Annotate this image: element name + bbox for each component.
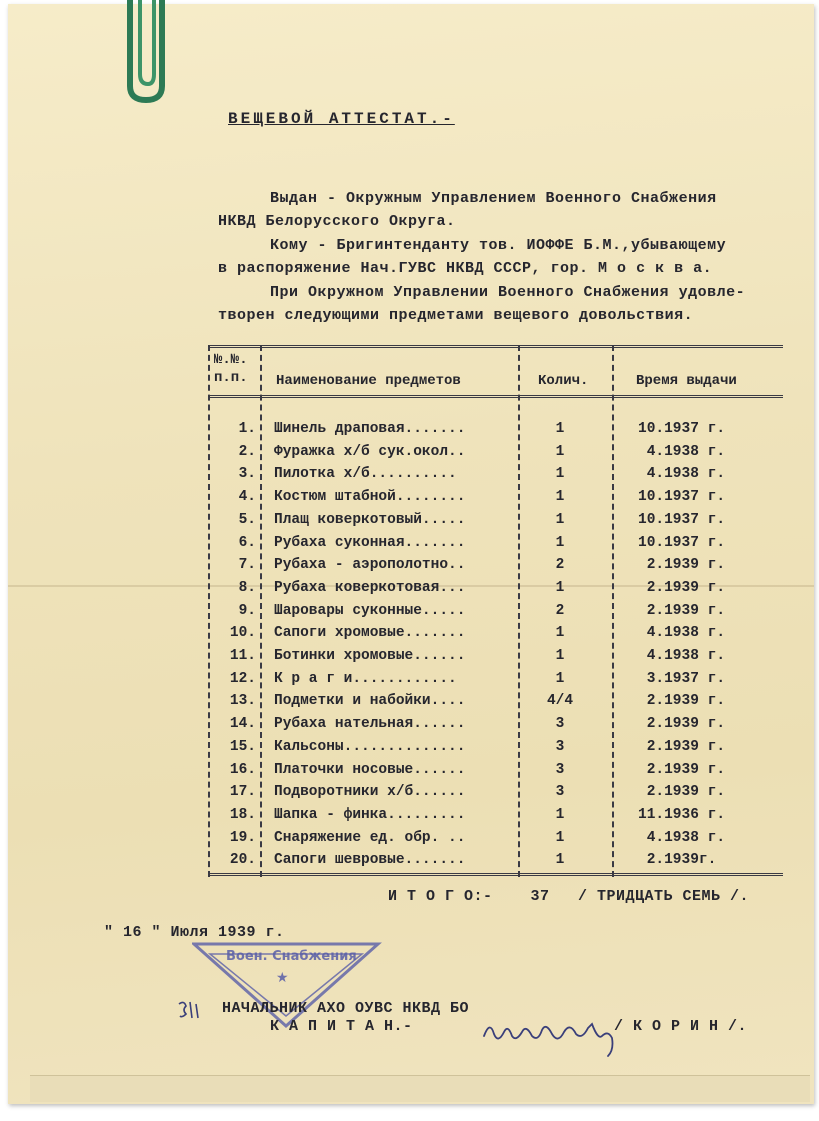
row-item-name: Шаровары суконные.....	[274, 602, 466, 619]
row-quantity: 1	[555, 534, 565, 551]
row-item-name: Подметки и набойки....	[274, 693, 466, 710]
row-item-name: Ботинки хромовые......	[274, 648, 466, 664]
row-quantity: 1	[555, 852, 565, 869]
row-number: 15.	[229, 738, 256, 755]
row-item-name: К р а г и............	[274, 670, 457, 687]
intro-line-4: в распоряжение Нач.ГУВС НКВД СССР, гор. М о с к в а.	[218, 260, 713, 277]
table-row	[208, 671, 783, 693]
row-issue-date: 2.1939 г.	[638, 579, 726, 596]
intro-line-5: При Окружном Управлении Военного Снабжения удовле-	[270, 284, 746, 301]
header-date: Время выдачи	[636, 373, 737, 389]
row-number: 1.	[238, 421, 256, 437]
row-item-name: Рубаха суконная.......	[274, 534, 466, 551]
row-number: 10.	[229, 625, 256, 642]
row-issue-date: 10.1937 г.	[638, 511, 726, 528]
row-item-name: Рубаха нательная......	[274, 716, 466, 733]
table-row	[208, 852, 783, 874]
row-issue-date: 2.1939 г.	[638, 784, 726, 801]
row-quantity: 1	[555, 829, 565, 846]
row-item-name: Плащ коверкотовый.....	[274, 511, 466, 528]
intro-line-3: Кому - Бригинтенданту тов. ИОФФЕ Б.М.,убывающему	[270, 237, 727, 254]
total-line: И Т О Г О:- 37 / ТРИДЦАТЬ СЕМЬ /.	[388, 888, 750, 905]
row-quantity: 2	[555, 557, 565, 574]
row-quantity: 1	[555, 489, 565, 506]
table-row	[208, 580, 783, 602]
row-issue-date: 4.1938 г.	[638, 443, 726, 460]
table-row	[208, 512, 783, 534]
row-item-name: Подворотники х/б......	[274, 784, 466, 801]
row-number: 13.	[229, 693, 256, 710]
row-number: 4.	[238, 489, 256, 506]
row-number: 3.	[238, 466, 256, 483]
handwritten-mark-icon	[176, 998, 202, 1022]
row-quantity: 1	[555, 443, 565, 460]
handwritten-signature-icon	[480, 1010, 630, 1060]
header-name: Наименование предметов	[276, 373, 461, 389]
row-quantity: 4/4	[546, 693, 574, 710]
row-number: 19.	[229, 829, 256, 846]
row-item-name: Рубаха коверкотовая...	[274, 579, 466, 596]
row-issue-date: 2.1939 г.	[638, 761, 726, 778]
row-item-name: Рубаха - аэрополотно..	[274, 557, 466, 574]
table-row	[208, 716, 783, 738]
row-quantity: 1	[555, 511, 565, 528]
table-row	[208, 807, 783, 829]
row-item-name: Платочки носовые......	[274, 761, 466, 778]
row-issue-date: 10.1937 г.	[638, 421, 726, 437]
table-row	[208, 648, 783, 670]
row-number: 8.	[238, 579, 256, 596]
row-issue-date: 10.1937 г.	[638, 489, 726, 506]
signature-title: НАЧАЛЬНИК АХО ОУВС НКВД БО	[222, 1000, 470, 1017]
row-number: 7.	[238, 557, 256, 574]
row-issue-date: 2.1939 г.	[638, 716, 726, 733]
row-issue-date: 2.1939 г.	[638, 557, 726, 574]
table-row	[208, 693, 783, 715]
row-quantity: 1	[555, 670, 565, 687]
table-row	[208, 535, 783, 557]
row-quantity: 2	[555, 602, 565, 619]
table-row	[208, 830, 783, 852]
intro-line-1: Выдан - Окружным Управлением Военного Снабжения	[270, 190, 717, 207]
table-row	[208, 557, 783, 579]
row-quantity: 3	[555, 716, 565, 733]
row-item-name: Шинель драповая.......	[274, 421, 466, 437]
header-qty: Колич.	[538, 373, 589, 389]
row-number: 16.	[229, 761, 256, 778]
row-quantity: 1	[555, 806, 565, 823]
table-row	[208, 466, 783, 488]
table-row	[208, 603, 783, 625]
row-number: 18.	[229, 806, 256, 823]
row-issue-date: 2.1939г.	[638, 852, 717, 869]
row-item-name: Сапоги шевровые.......	[274, 852, 466, 869]
intro-line-2: НКВД Белорусского Округа.	[218, 213, 456, 230]
row-number: 12.	[229, 670, 256, 687]
signature-name: / К О Р И Н /.	[614, 1018, 748, 1035]
row-number: 6.	[238, 534, 256, 551]
row-item-name: Фуражка х/б сук.окол..	[274, 443, 466, 460]
table-row	[208, 625, 783, 647]
row-item-name: Пилотка х/б..........	[274, 466, 457, 483]
row-issue-date: 4.1938 г.	[638, 625, 726, 642]
row-issue-date: 2.1939 г.	[638, 602, 726, 619]
row-number: 14.	[229, 716, 256, 733]
table-row	[208, 784, 783, 806]
row-quantity: 1	[555, 579, 565, 596]
table-row	[208, 762, 783, 784]
date-line: " 16 " Июля 1939 г.	[104, 924, 285, 941]
row-issue-date: 4.1938 г.	[638, 466, 726, 483]
items-table	[208, 345, 783, 877]
row-quantity: 3	[555, 761, 565, 778]
row-quantity: 1	[555, 648, 565, 664]
row-number: 17.	[229, 784, 256, 801]
table-row	[208, 444, 783, 466]
row-item-name: Снаряжение ед. обр. ..	[274, 829, 466, 846]
row-number: 20.	[229, 852, 256, 869]
signature-rank: К А П И Т А Н.-	[270, 1018, 413, 1035]
row-quantity: 1	[555, 421, 565, 437]
row-item-name: Кальсоны..............	[274, 738, 466, 755]
row-quantity: 1	[555, 625, 565, 642]
row-issue-date: 11.1936 г.	[638, 806, 726, 823]
intro-line-6: творен следующими предметами вещевого довольствия.	[218, 307, 694, 324]
table-header-rule	[208, 395, 783, 398]
row-quantity: 3	[555, 738, 565, 755]
stamp-text: Воен. Снабжения	[226, 949, 357, 964]
table-row	[208, 489, 783, 511]
row-number: 11.	[229, 648, 256, 664]
under-sheet	[30, 1075, 810, 1102]
table-row	[208, 421, 783, 443]
row-issue-date: 2.1939 г.	[638, 693, 726, 710]
row-issue-date: 4.1938 г.	[638, 829, 726, 846]
row-issue-date: 4.1938 г.	[638, 648, 726, 664]
row-item-name: Сапоги хромовые.......	[274, 625, 466, 642]
header-num: №.№. п.п.	[214, 352, 248, 386]
table-top-rule	[208, 345, 783, 348]
document-title: ВЕЩЕВОЙ АТТЕСТАТ.-	[228, 110, 455, 128]
row-item-name: Костюм штабной........	[274, 489, 466, 506]
row-issue-date: 3.1937 г.	[638, 670, 726, 687]
row-number: 2.	[238, 443, 256, 460]
table-row	[208, 739, 783, 761]
row-issue-date: 2.1939 г.	[638, 738, 726, 755]
row-number: 9.	[238, 602, 256, 619]
row-issue-date: 10.1937 г.	[638, 534, 726, 551]
row-item-name: Шапка - финка.........	[274, 806, 466, 823]
row-number: 5.	[238, 511, 256, 528]
svg-text:★: ★	[276, 970, 289, 986]
row-quantity: 1	[555, 466, 565, 483]
paper-clip-icon	[120, 0, 172, 104]
row-quantity: 3	[555, 784, 565, 801]
